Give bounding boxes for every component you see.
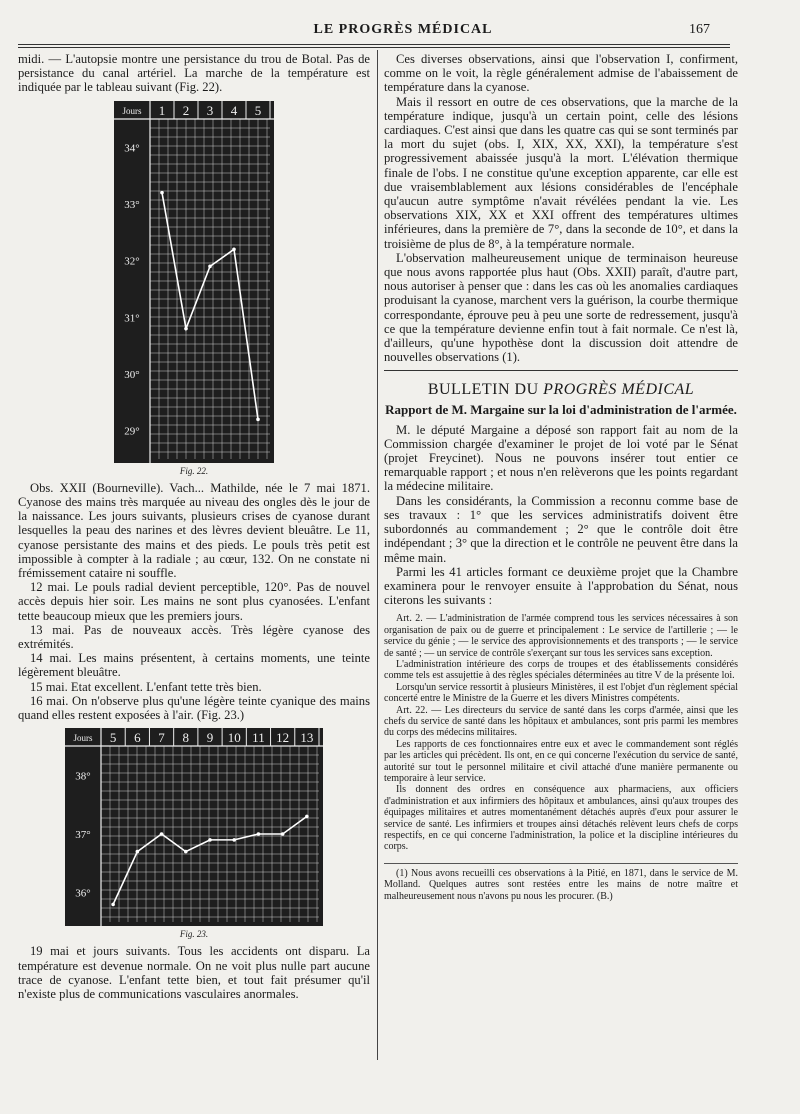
figure-22-caption: Fig. 22. [179,465,209,476]
temperature-line [113,817,307,905]
y-tick-label: 37° [75,829,91,842]
day-tick-label: 3 [206,102,214,118]
temperature-point [257,832,261,836]
y-tick-label: 33° [124,198,140,211]
article-22: Art. 22. — Les directeurs du service de santé dans les corps d'armée, ainsi que les chefs du service de santé dans les hôpitaux et ambulances, sont pris parmi les membres du corps des médecins militaires. [384,704,738,739]
header-rule-2 [18,47,730,48]
day-tick-label: 8 [182,730,190,746]
y-tick-label: 34° [124,141,140,154]
right-paragraph-3: L'observation malheureusement unique de terminaison heureuse que nous avons rapportée plus haut (Obs. XXII) paraît, d'autre part, nous autoriser à penser que : dans les cas où les anomalies cardiaques produisant la cyanose, marchent vers la guérison, la courbe thermique correspondante, éprouve peu à peu une sorte de redressement, jusqu'à ce que la température devienne enfin tout à fait normale. Ce n'est là, d'ailleurs, qu'une hypothèse dont la discussion doit attendre de nouvelles observations (1). [384,250,738,365]
temperature-point [160,190,164,194]
y-tick-label: 38° [75,770,91,783]
journal-title: LE PROGRÈS MÉDICAL [313,22,493,37]
rapport-paragraph-2: Dans les considérants, la Commission a reconnu comme base de ses travaux : 1° que les services administratifs doivent être subordonnés au commandement ; 2° que le contrôle doit être indépendant ; 3° que la direction et le contrôle ne peuvent être dans la même main. [384,493,738,565]
article-22-para-3: Ils donnent des ordres en conséquence aux pharmaciens, aux officiers d'administration et aux infirmiers des hôpitaux et ambulances, ainsi qu'aux troupes des équipages militaires et autres momentanément détachés auprès d'eux pour assurer le service de santé. Les infirmiers et troupes ainsi détachés relèvent leurs chefs de corps respectifs, en ce qui concerne l'administration, la police et la discipline intérieures du corps. [384,784,738,853]
day-tick-label: 12 [276,730,290,746]
footnote-text: (1) Nous avons recueilli ces observations à la Pitié, en 1871, dans le service de M. Molland. Quelques autres sont restées entre les mains de notre maître et malheureusement nous n'avons pu nous les procurer. (B.) [384,867,738,902]
observation-xxii: Obs. XXII (Bourneville). Vach... Mathilde, née le 7 mai 1871. Cyanose des mains très marquée au niveau des ongles dès le jour de la naissance. Les jours suivants, plusieurs crises de cyanose durant lesquelles la peau des narines et des lèvres devient bleuâtre. Le 11, cyanose persistante des mains et des pieds. Le pouls très petit est impossible à compter à la radiale ; au cœur, 132. On ne constate ni frémissement cataire ni souffle. [18,480,370,581]
temperature-point [136,850,140,854]
x-header-label: Jours [73,733,93,744]
day-tick-label: 10 [227,730,241,746]
day-tick-label: 4 [230,102,238,118]
articles-block [384,613,738,853]
running-header [18,22,788,42]
paragraph-15-mai: 15 mai. Etat excellent. L'enfant tette très bien. [30,679,262,694]
figure-22-chart [114,101,274,463]
temperature-point [281,832,285,836]
footnote [384,868,738,902]
temperature-line [162,192,258,419]
day-tick-label: 7 [158,730,165,746]
temperature-point [184,850,188,854]
day-tick-label: 5 [109,730,117,746]
paragraph-14-mai: 14 mai. Les mains présentent, à certains moments, une teinte légèrement bleuâtre. [18,651,370,680]
bulletin-heading [384,383,738,397]
paragraph-16-mai: 16 mai. On n'observe plus qu'une légère teinte cyanique des mains quand elles restent exposées à l'air. (Fig. 23.) [18,693,370,723]
column-separator [377,50,378,1060]
article-2-para-2: L'administration intérieure des corps de troupes et des établissements considérés comme tels est assujettie à des règles spéciales déterminées au titre V de la présente loi. [384,658,738,682]
temperature-point [184,326,188,330]
day-tick-label: 13 [300,730,314,746]
figure-23-chart [65,728,323,926]
page-number: 167 [689,22,710,37]
y-tick-label: 30° [124,368,140,381]
temperature-point [256,417,260,421]
header-rule [18,44,730,45]
x-header-label: Jours [122,105,142,116]
rapport-paragraph-1: M. le député Margaine a déposé son rapport fait au nom de la Commission chargée d'examiner le projet de loi voté par le Sénat (projet Freycinet). Nous ne pouvons insérer tout entier ce remarquable rapport ; et nous n'en relèverons que les points regardant la médecine militaire. [384,422,738,494]
bulletin-prefix: BULLETIN DU [427,381,544,399]
paragraph-19-mai: 19 mai et jours suivants. Tous les accidents ont disparu. La température est devenue normale. On ne voit plus nulle part aucune trace de cyanose. L'enfant tette bien, et tout fait présumer qu'il n'existe plus de communications vasculaires anormales. [18,944,370,1002]
temperature-point [111,903,115,907]
temperature-point [160,832,164,836]
bulletin-journal: PROGRÈS MÉDICAL [543,381,695,399]
right-column [384,52,738,902]
paragraph-13-mai: 13 mai. Pas de nouveaux accès. Très légère cyanose des extrémités. [18,622,370,652]
temperature-point [208,838,212,842]
article-22-para-2: Les rapports de ces fonctionnaires entre eux et avec le commandement sont réglés par les articles qui précèdent. Ils ont, en ce qui concerne l'exécution du service de santé, autorité sur tout le personnel militaire et civil attaché d'une manière permanente ou temporaire à leur service. [384,738,738,784]
rapport-title: Rapport de M. Margaine sur la loi d'administration de l'armée. [385,401,737,417]
right-paragraph-1: Ces diverses observations, ainsi que l'observation I, confirment, comme on le voit, la règle généralement admise de l'abaissement de température dans la cyanose. [384,52,738,95]
temperature-point [305,815,309,819]
paragraph-12-mai: 12 mai. Le pouls radial devient perceptible, 120°. Pas de nouvel accès depuis hier soir. Les mains ne sont plus cyanosées. L'enfant tette beaucoup mieux que les premiers jours. [18,580,370,623]
section-divider [384,370,738,371]
y-tick-label: 36° [75,887,91,900]
y-tick-label: 32° [124,255,140,268]
day-tick-label: 1 [158,102,166,118]
article-2-para-3: Lorsqu'un service ressortit à plusieurs Ministères, il est l'objet d'un règlement spécial concerté entre le Ministre de la Guerre et les divers Ministres compétents. [384,681,738,705]
left-column [18,52,370,1001]
temperature-point [232,838,236,842]
temperature-point [208,264,212,268]
figure-23-caption: Fig. 23. [179,929,209,940]
chart-grid [150,119,270,459]
intro-paragraph: midi. — L'autopsie montre une persistance du trou de Botal. Pas de persistance du canal artériel. La marche de la température est indiquée par le tableau suivant (Fig. 22). [18,52,370,95]
day-tick-label: 2 [182,102,190,118]
article-2: Art. 2. — L'administration de l'armée comprend tous les services nécessaires à son organisation de paix ou de guerre et principalement : Le service de l'artillerie ; — le service du génie ; — le service des approvisionnements et des transports ; — le service de santé ; — un service de contrôle s'exerçant sur tous les services sans exception. [384,613,738,659]
right-paragraph-2: Mais il ressort en outre de ces observations, que la marche de la température indique, jusqu'à un certain point, celle des lésions cardiaques. C'est ainsi que dans les quatre cas qui se sont terminés par la mort du sujet (obs. I, XIX, XX, XXI), la température s'est progressivement abaissée jusqu'à la mort. L'élévation thermique finale de l'obs. I ne constitue qu'une exception apparente, car elle est due vraisemblablement aux lésions considérables de l'encéphale qu'aucun autre symptôme n'avait révélées pendant la vie. Les observations XIX, XX et XXI offrent des températures ultimes inférieures, dans la première de 7°, dans la seconde de 10°, et dans la troisième de plus de 8°, à la température normale. [384,94,738,251]
footnote-rule [384,863,738,864]
temperature-point [232,247,236,251]
rapport-paragraph-3: Parmi les 41 articles formant ce deuxième projet que la Chambre examinera pour le renvoyer ensuite à l'approbation du Sénat, nous citerons les suivants : [384,564,738,608]
y-tick-label: 29° [124,425,140,438]
day-tick-label: 5 [254,102,262,118]
day-tick-label: 9 [206,730,214,746]
day-tick-label: 11 [252,730,265,746]
chart-grid [101,746,319,922]
day-tick-label: 6 [134,730,141,746]
y-tick-label: 31° [124,311,140,324]
